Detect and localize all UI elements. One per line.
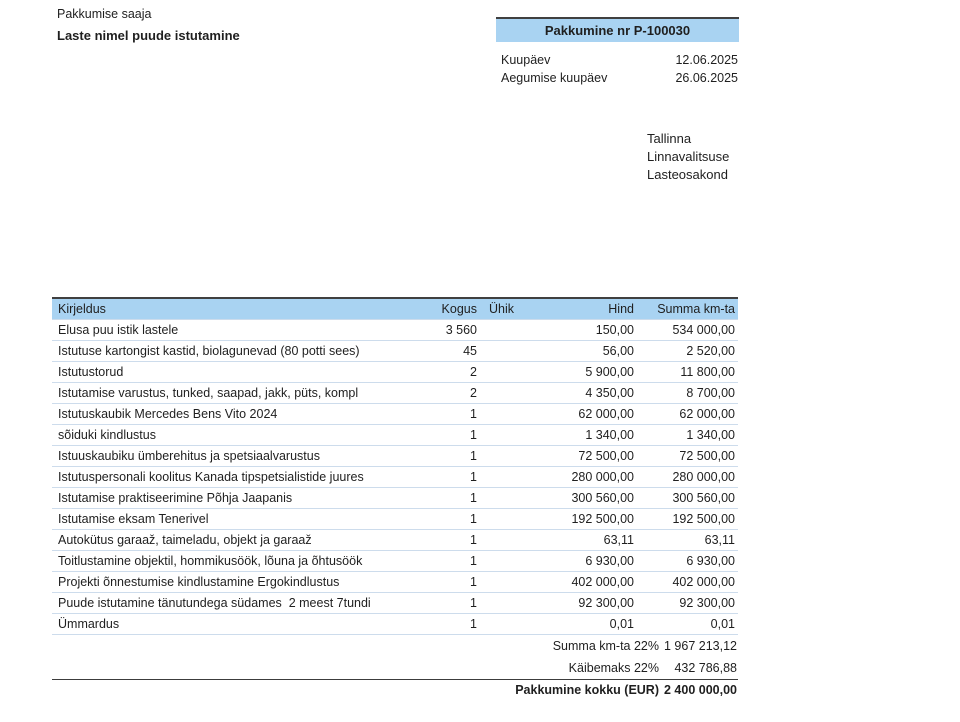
item-description: Istutuskaubik Mercedes Bens Vito 2024	[52, 403, 437, 424]
item-description: Istutamise praktiseerimine Põhja Jaapanis	[52, 487, 437, 508]
item-quantity: 1	[437, 424, 485, 445]
item-unit	[485, 613, 530, 634]
item-price: 4 350,00	[530, 382, 635, 403]
recipient-block	[57, 7, 240, 43]
item-total: 72 500,00	[635, 445, 738, 466]
item-unit	[485, 466, 530, 487]
table-row	[52, 571, 738, 592]
item-price: 56,00	[530, 340, 635, 361]
item-total: 534 000,00	[635, 319, 738, 340]
item-total: 300 560,00	[635, 487, 738, 508]
item-unit	[485, 487, 530, 508]
table-row	[52, 592, 738, 613]
item-total: 92 300,00	[635, 592, 738, 613]
recipient-label: Pakkumise saaja	[57, 7, 152, 21]
item-unit	[485, 361, 530, 382]
table-row	[52, 487, 738, 508]
item-quantity: 1	[437, 592, 485, 613]
item-price: 1 340,00	[530, 424, 635, 445]
item-unit	[485, 550, 530, 571]
item-quantity: 3 560	[437, 319, 485, 340]
item-total: 8 700,00	[635, 382, 738, 403]
item-description: Ümmardus	[52, 613, 437, 634]
item-unit	[485, 382, 530, 403]
item-description: Istutamise varustus, tunked, saapad, jakk, püts, kompl	[52, 382, 437, 403]
item-quantity: 45	[437, 340, 485, 361]
item-description: Elusa puu istik lastele	[52, 319, 437, 340]
item-unit	[485, 403, 530, 424]
table-row	[52, 403, 738, 424]
recipient-name: Laste nimel puude istutamine	[57, 28, 240, 43]
item-unit	[485, 571, 530, 592]
header-uhik: Ühik	[485, 298, 530, 319]
item-unit	[485, 529, 530, 550]
item-quantity: 1	[437, 529, 485, 550]
table-row	[52, 424, 738, 445]
item-description: Istuuskaubiku ümberehitus ja spetsiaalvarustus	[52, 445, 437, 466]
subtotal-row	[52, 636, 738, 658]
table-row	[52, 361, 738, 382]
item-description: Istutuspersonali koolitus Kanada tipspetsialistide juures	[52, 466, 437, 487]
table-row	[52, 550, 738, 571]
item-quantity: 1	[437, 550, 485, 571]
vat-value: 432 786,88	[674, 660, 737, 675]
date-label: Kuupäev	[501, 53, 551, 67]
item-unit	[485, 340, 530, 361]
address-line-3: Lasteosakond	[647, 167, 728, 182]
table-row	[52, 529, 738, 550]
item-description: sõiduki kindlustus	[52, 424, 437, 445]
item-price: 6 930,00	[530, 550, 635, 571]
item-price: 92 300,00	[530, 592, 635, 613]
totals-block	[52, 636, 738, 701]
item-quantity: 1	[437, 445, 485, 466]
item-quantity: 1	[437, 466, 485, 487]
subtotal-value: 1 967 213,12	[664, 639, 737, 654]
item-description: Autokütus garaaž, taimeladu, objekt ja garaaž	[52, 529, 437, 550]
item-total: 11 800,00	[635, 361, 738, 382]
item-total: 192 500,00	[635, 508, 738, 529]
subtotal-label: Summa km-ta 22%	[552, 639, 659, 654]
expiry-value: 26.06.2025	[675, 70, 738, 85]
header-summa: Summa km-ta	[635, 298, 738, 319]
client-address	[647, 130, 729, 184]
item-unit	[485, 445, 530, 466]
vat-label: Käibemaks 22%	[568, 660, 659, 675]
item-unit	[485, 508, 530, 529]
item-quantity: 1	[437, 508, 485, 529]
table-row	[52, 613, 738, 634]
item-price: 72 500,00	[530, 445, 635, 466]
item-total: 6 930,00	[635, 550, 738, 571]
item-quantity: 1	[437, 613, 485, 634]
offer-number-banner	[496, 17, 739, 42]
header-hind: Hind	[530, 298, 635, 319]
expiry-row	[501, 70, 738, 88]
item-unit	[485, 424, 530, 445]
item-total: 280 000,00	[635, 466, 738, 487]
table-row	[52, 445, 738, 466]
item-price: 63,11	[530, 529, 635, 550]
date-row	[501, 52, 738, 70]
item-description: Projekti õnnestumise kindlustamine Ergokindlustus	[52, 571, 437, 592]
item-quantity: 1	[437, 487, 485, 508]
table-row	[52, 340, 738, 361]
item-total: 2 520,00	[635, 340, 738, 361]
offer-number-title: Pakkumine nr P-100030	[544, 23, 691, 38]
item-price: 402 000,00	[530, 571, 635, 592]
grand-total-value: 2 400 000,00	[664, 682, 737, 697]
item-total: 402 000,00	[635, 571, 738, 592]
header-kirjeldus: Kirjeldus	[52, 298, 437, 319]
header-kogus: Kogus	[437, 298, 485, 319]
vat-row	[52, 657, 738, 679]
table-row	[52, 319, 738, 340]
address-line-2: Linnavalitsuse	[647, 149, 730, 164]
item-total: 0,01	[635, 613, 738, 634]
offer-items-table	[52, 297, 738, 635]
dates-block	[501, 52, 738, 87]
table-row	[52, 508, 738, 529]
item-price: 192 500,00	[530, 508, 635, 529]
item-price: 0,01	[530, 613, 635, 634]
item-quantity: 1	[437, 571, 485, 592]
item-description: Istutamise eksam Tenerivel	[52, 508, 437, 529]
item-total: 63,11	[635, 529, 738, 550]
item-unit	[485, 319, 530, 340]
grand-total-row	[52, 679, 738, 701]
item-description: Toitlustamine objektil, hommikusöök, lõuna ja õhtusöök	[52, 550, 437, 571]
item-quantity: 1	[437, 403, 485, 424]
item-description: Puude istutamine tänutundega südames 2 meest 7tundi	[52, 592, 437, 613]
table-row	[52, 382, 738, 403]
item-quantity: 2	[437, 361, 485, 382]
expiry-label: Aegumise kuupäev	[501, 70, 608, 85]
table-row	[52, 466, 738, 487]
table-body	[52, 319, 738, 634]
item-price: 280 000,00	[530, 466, 635, 487]
item-price: 150,00	[530, 319, 635, 340]
table-header-row	[52, 298, 738, 319]
address-line-1: Tallinna	[647, 131, 692, 146]
item-price: 300 560,00	[530, 487, 635, 508]
item-total: 62 000,00	[635, 403, 738, 424]
grand-total-label: Pakkumine kokku (EUR)	[515, 682, 659, 697]
item-quantity: 2	[437, 382, 485, 403]
offer-table-section	[52, 297, 738, 700]
item-description: Istutustorud	[52, 361, 437, 382]
item-description: Istutuse kartongist kastid, biolagunevad (80 potti sees)	[52, 340, 437, 361]
item-unit	[485, 592, 530, 613]
item-price: 5 900,00	[530, 361, 635, 382]
item-total: 1 340,00	[635, 424, 738, 445]
item-price: 62 000,00	[530, 403, 635, 424]
date-value: 12.06.2025	[675, 53, 738, 67]
